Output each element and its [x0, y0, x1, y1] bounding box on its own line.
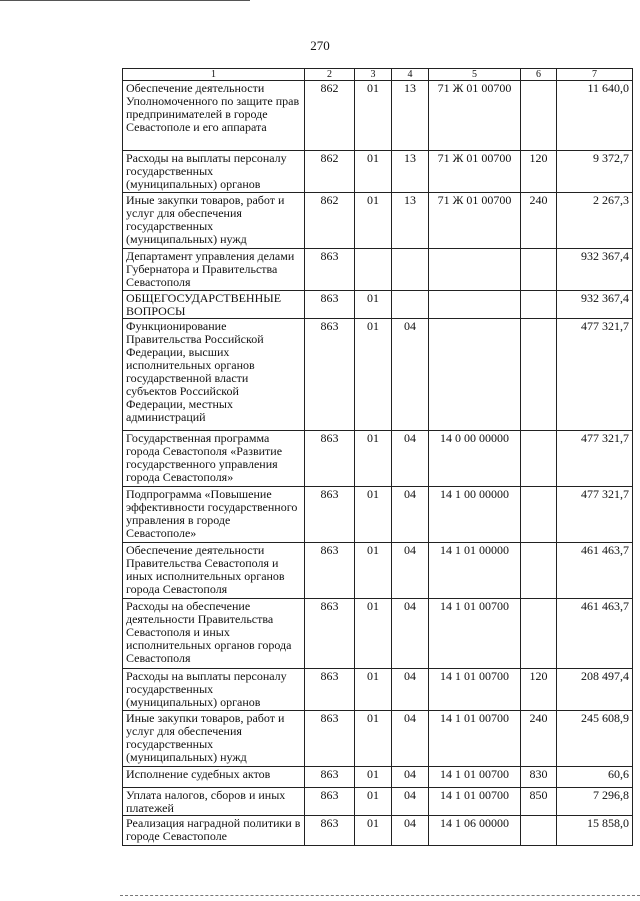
amount-cell: 477 321,7	[557, 487, 633, 543]
subsection-code-cell: 13	[392, 193, 429, 249]
expense-type-cell: 830	[521, 767, 557, 788]
subsection-code-cell: 04	[392, 767, 429, 788]
section-code-cell: 01	[355, 543, 392, 599]
expense-type-cell	[521, 816, 557, 846]
table-row	[123, 249, 633, 291]
table-row	[123, 543, 633, 599]
subsection-code-cell: 04	[392, 319, 429, 431]
target-article-cell: 14 1 01 00000	[429, 543, 521, 599]
table-row	[123, 669, 633, 711]
section-code-cell: 01	[355, 431, 392, 487]
amount-cell: 7 296,8	[557, 788, 633, 816]
target-article-cell: 14 0 00 00000	[429, 431, 521, 487]
target-article-cell: 71 Ж 01 00700	[429, 193, 521, 249]
expense-type-cell	[521, 291, 557, 319]
target-article-cell: 14 1 00 00000	[429, 487, 521, 543]
target-article-cell	[429, 319, 521, 431]
subsection-code-cell: 04	[392, 816, 429, 846]
section-code-cell: 01	[355, 767, 392, 788]
target-article-cell: 71 Ж 01 00700	[429, 151, 521, 193]
subsection-code-cell: 04	[392, 543, 429, 599]
target-article-cell: 14 1 01 00700	[429, 767, 521, 788]
expense-type-cell	[521, 431, 557, 487]
target-article-cell: 71 Ж 01 00700	[429, 81, 521, 151]
table-row	[123, 319, 633, 431]
column-header: 3	[355, 69, 392, 81]
expense-name-cell: ОБЩЕГОСУДАРСТВЕННЫЕ ВОПРОСЫ	[123, 291, 305, 319]
department-code-cell: 863	[305, 249, 355, 291]
department-code-cell: 863	[305, 599, 355, 669]
table-row	[123, 711, 633, 767]
subsection-code-cell: 04	[392, 788, 429, 816]
amount-cell: 477 321,7	[557, 431, 633, 487]
subsection-code-cell: 13	[392, 81, 429, 151]
table-row	[123, 816, 633, 846]
column-header: 2	[305, 69, 355, 81]
department-code-cell: 862	[305, 193, 355, 249]
subsection-code-cell: 04	[392, 711, 429, 767]
expense-name-cell: Исполнение судебных актов	[123, 767, 305, 788]
target-article-cell	[429, 249, 521, 291]
department-code-cell: 862	[305, 151, 355, 193]
subsection-code-cell	[392, 291, 429, 319]
column-header: 4	[392, 69, 429, 81]
top-edge-rule	[0, 0, 250, 1]
expense-name-cell: Департамент управления делами Губернатора и Правительства Севастополя	[123, 249, 305, 291]
expense-type-cell	[521, 543, 557, 599]
target-article-cell: 14 1 01 00700	[429, 599, 521, 669]
target-article-cell: 14 1 06 00000	[429, 816, 521, 846]
section-code-cell: 01	[355, 669, 392, 711]
department-code-cell: 863	[305, 291, 355, 319]
expense-name-cell: Расходы на выплаты персоналу государственных (муниципальных) органов	[123, 669, 305, 711]
expense-type-cell: 120	[521, 669, 557, 711]
amount-cell: 477 321,7	[557, 319, 633, 431]
expense-name-cell: Обеспечение деятельности Уполномоченного по защите прав предпринимателей в городе Севастополе и его аппарата	[123, 81, 305, 151]
department-code-cell: 863	[305, 431, 355, 487]
department-code-cell: 863	[305, 669, 355, 711]
amount-cell: 2 267,3	[557, 193, 633, 249]
target-article-cell: 14 1 01 00700	[429, 788, 521, 816]
amount-cell: 245 608,9	[557, 711, 633, 767]
column-header: 6	[521, 69, 557, 81]
table-header-row	[123, 69, 633, 81]
section-code-cell: 01	[355, 599, 392, 669]
column-header: 1	[123, 69, 305, 81]
expense-type-cell: 240	[521, 193, 557, 249]
amount-cell: 932 367,4	[557, 249, 633, 291]
section-code-cell	[355, 249, 392, 291]
amount-cell: 932 367,4	[557, 291, 633, 319]
table-row	[123, 767, 633, 788]
amount-cell: 208 497,4	[557, 669, 633, 711]
amount-cell: 461 463,7	[557, 543, 633, 599]
expense-type-cell	[521, 81, 557, 151]
table-row	[123, 193, 633, 249]
expense-type-cell	[521, 249, 557, 291]
department-code-cell: 863	[305, 543, 355, 599]
amount-cell: 11 640,0	[557, 81, 633, 151]
department-code-cell: 863	[305, 711, 355, 767]
target-article-cell: 14 1 01 00700	[429, 711, 521, 767]
subsection-code-cell: 04	[392, 599, 429, 669]
department-code-cell: 863	[305, 319, 355, 431]
department-code-cell: 862	[305, 81, 355, 151]
expense-name-cell: Функционирование Правительства Российской Федерации, высших исполнительных органов государственной власти субъектов Российской Федерации, местных администраций	[123, 319, 305, 431]
expense-type-cell: 240	[521, 711, 557, 767]
expense-type-cell	[521, 319, 557, 431]
table-row	[123, 81, 633, 151]
section-code-cell: 01	[355, 487, 392, 543]
expense-name-cell: Расходы на обеспечение деятельности Правительства Севастополя и иных исполнительных органов города Севастополя	[123, 599, 305, 669]
subsection-code-cell	[392, 249, 429, 291]
expense-name-cell: Подпрограмма «Повышение эффективности государственного управления в городе Севастополе»	[123, 487, 305, 543]
table-row	[123, 788, 633, 816]
amount-cell: 461 463,7	[557, 599, 633, 669]
department-code-cell: 863	[305, 487, 355, 543]
section-code-cell: 01	[355, 319, 392, 431]
section-code-cell: 01	[355, 291, 392, 319]
amount-cell: 15 858,0	[557, 816, 633, 846]
table-row	[123, 431, 633, 487]
section-code-cell: 01	[355, 193, 392, 249]
expense-name-cell: Обеспечение деятельности Правительства Севастополя и иных исполнительных органов города Севастополя	[123, 543, 305, 599]
expense-name-cell: Реализация наградной политики в городе Севастополе	[123, 816, 305, 846]
department-code-cell: 863	[305, 767, 355, 788]
expense-type-cell	[521, 487, 557, 543]
table-row	[123, 291, 633, 319]
expense-name-cell: Расходы на выплаты персоналу государственных (муниципальных) органов	[123, 151, 305, 193]
bottom-edge-rule	[120, 895, 640, 896]
section-code-cell: 01	[355, 711, 392, 767]
subsection-code-cell: 04	[392, 431, 429, 487]
expense-type-cell	[521, 599, 557, 669]
table-row	[123, 151, 633, 193]
budget-table	[122, 68, 633, 846]
page-number: 270	[310, 38, 330, 53]
target-article-cell: 14 1 01 00700	[429, 669, 521, 711]
expense-name-cell: Иные закупки товаров, работ и услуг для обеспечения государственных (муниципальных) нужд	[123, 711, 305, 767]
expense-name-cell: Государственная программа города Севастополя «Развитие государственного управления города Севастополя»	[123, 431, 305, 487]
column-header: 7	[557, 69, 633, 81]
subsection-code-cell: 04	[392, 669, 429, 711]
expense-type-cell: 850	[521, 788, 557, 816]
expense-type-cell: 120	[521, 151, 557, 193]
department-code-cell: 863	[305, 788, 355, 816]
column-header: 5	[429, 69, 521, 81]
target-article-cell	[429, 291, 521, 319]
table-row	[123, 487, 633, 543]
department-code-cell: 863	[305, 816, 355, 846]
subsection-code-cell: 04	[392, 487, 429, 543]
expense-name-cell: Иные закупки товаров, работ и услуг для обеспечения государственных (муниципальных) нужд	[123, 193, 305, 249]
amount-cell: 60,6	[557, 767, 633, 788]
amount-cell: 9 372,7	[557, 151, 633, 193]
section-code-cell: 01	[355, 151, 392, 193]
section-code-cell: 01	[355, 81, 392, 151]
section-code-cell: 01	[355, 816, 392, 846]
table-row	[123, 599, 633, 669]
section-code-cell: 01	[355, 788, 392, 816]
expense-name-cell: Уплата налогов, сборов и иных платежей	[123, 788, 305, 816]
subsection-code-cell: 13	[392, 151, 429, 193]
